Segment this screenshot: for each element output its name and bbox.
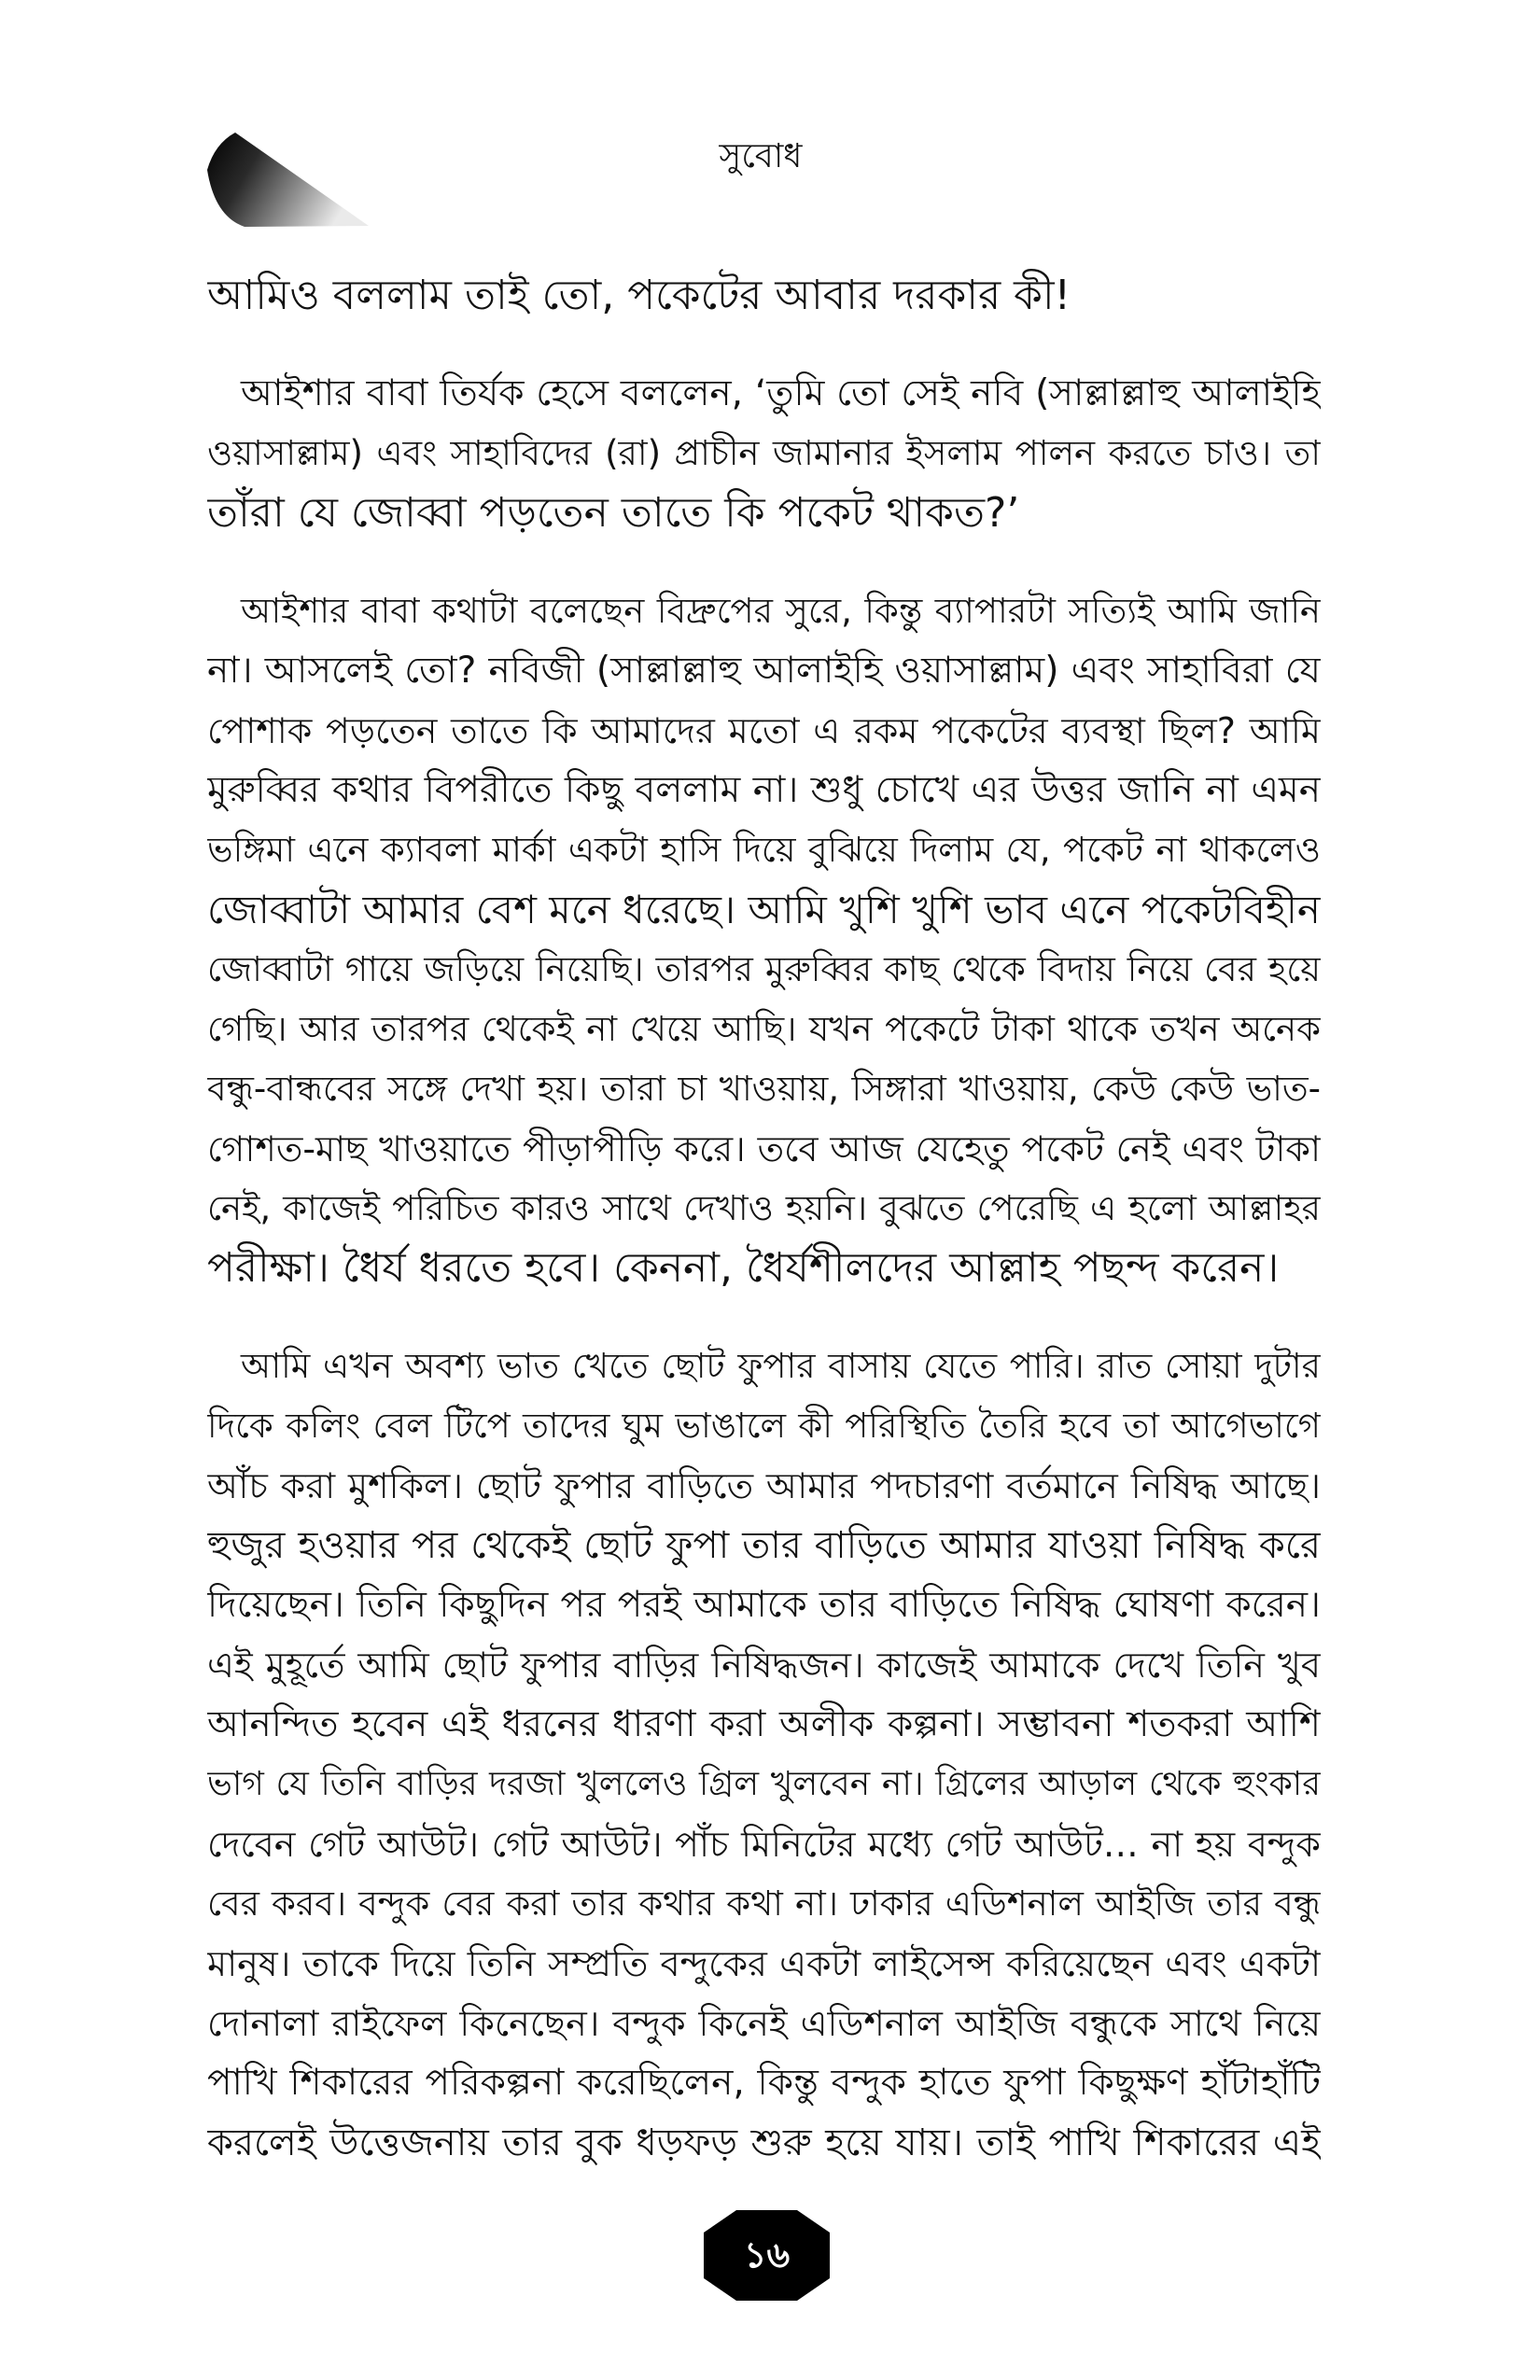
page-number: ১৬ [743,2234,791,2275]
text-line: হুজুর হওয়ার পর থেকেই ছোট ফুপা তার বাড়িতে আমার যাওয়া নিষিদ্ধ করে [207,1524,1321,1567]
corner-ornament [207,133,371,230]
text-line: নেই, কাজেই পরিচিত কারও সাথে দেখাও হয়নি। বুঝতে পেরেছি এ হলো আল্লাহর [207,1188,1321,1228]
body-text [207,266,1321,2173]
text-line: এই মুহূর্তে আমি ছোট ফুপার বাড়ির নিষিদ্ধজন। কাজেই আমাকে দেখে তিনি খুব [207,1645,1321,1686]
text-line: বন্ধু-বান্ধবের সঙ্গে দেখা হয়। তারা চা খাওয়ায়, সিঙ্গারা খাওয়ায়, কেউ কেউ ভাত- [207,1069,1321,1109]
paragraph-3 [207,581,1321,1298]
text-line: দিকে কলিং বেল টিপে তাদের ঘুম ভাঙালে কী পরিস্থিতি তৈরি হবে তা আগেভাগে [207,1406,1321,1446]
text-line: গোশত-মাছ খাওয়াতে পীড়াপীড়ি করে। তবে আজ যেহেতু পকেট নেই এবং টাকা [207,1128,1321,1169]
text-line: না। আসলেই তো? নবিজী (সাল্লাল্লাহু আলাইহি ওয়াসাল্লাম) এবং সাহাবিরা যে [207,650,1321,692]
text-line: আইশার বাবা কথাটা বলেছেন বিদ্রুপের সুরে, কিন্তু ব্যাপারটা সত্যিই আমি জানি [241,591,1321,631]
text-line: বের করব। বন্দুক বের করা তার কথার কথা না। ঢাকার এডিশনাল আইজি তার বন্ধু [207,1883,1321,1924]
text-line: জোব্বাটা আমার বেশ মনে ধরেছে। আমি খুশি খুশি ভাব এনে পকেটবিহীন [207,887,1321,932]
text-line: দিয়েছেন। তিনি কিছুদিন পর পরই আমাকে তার বাড়িতে নিষিদ্ধ ঘোষণা করেন। [207,1584,1321,1626]
paragraph-1 [207,266,1321,326]
text-line: দোনালা রাইফেল কিনেছেন। বন্দুক কিনেই এডিশনাল আইজি বন্ধুকে সাথে নিয়ে [207,2003,1321,2044]
text-line: আমিও বললাম তাই তো, পকেটের আবার দরকার কী! [207,272,1071,319]
text-line: আঁচ করা মুশকিল। ছোট ফুপার বাড়িতে আমার পদচারণা বর্তমানে নিষিদ্ধ আছে। [207,1465,1321,1506]
text-line: পোশাক পড়তেন তাতে কি আমাদের মতো এ রকম পকেটের ব্যবস্থা ছিল? আমি [207,710,1321,751]
text-line: আইশার বাবা তির্যক হেসে বললেন, ‘তুমি তো সেই নবি (সাল্লাল্লাহু আলাইহি [241,372,1321,414]
text-line: ওয়াসাল্লাম) এবং সাহাবিদের (রা) প্রাচীন জামানার ইসলাম পালন করতে চাও। তা [207,433,1321,473]
text-line: করলেই উত্তেজনায় তার বুক ধড়ফড় শুরু হয়ে যায়। তাই পাখি শিকারের এই [207,2121,1321,2164]
text-line: আমি এখন অবশ্য ভাত খেতে ছোট ফুপার বাসায় যেতে পারি। রাত সোয়া দুটার [241,1346,1321,1386]
text-line: ভাগ যে তিনি বাড়ির দরজা খুললেও গ্রিল খুলবেন না। গ্রিলের আড়াল থেকে হুংকার [207,1765,1321,1803]
text-line: পাখি শিকারের পরিকল্পনা করেছিলেন, কিন্তু বন্দুক হাতে ফুপা কিছুক্ষণ হাঁটাহাঁটি [207,2062,1321,2104]
paragraph-4 [207,1337,1321,2173]
text-line: তাঁরা যে জোব্বা পড়তেন তাতে কি পকেট থাকত?’ [207,489,1020,537]
paragraph-2 [207,364,1321,543]
text-line: পরীক্ষা। ধৈর্য ধরতে হবে। কেননা, ধৈর্যশীলদের আল্লাহ পছন্দ করেন। [207,1244,1280,1292]
text-line: মানুষ। তাকে দিয়ে তিনি সম্প্রতি বন্দুকের একটা লাইসেন্স করিয়েছেন এবং একটা [207,1943,1321,1984]
ornament-wedge [207,133,369,227]
page-number-badge [704,2210,830,2301]
text-line: দেবেন গেট আউট। গেট আউট। পাঁচ মিনিটের মধ্যে গেট আউট… না হয় বন্দুক [207,1824,1321,1865]
text-line: গেছি। আর তারপর থেকেই না খেয়ে আছি। যখন পকেটে টাকা থাকে তখন অনেক [207,1009,1321,1049]
text-line: জোব্বাটা গায়ে জড়িয়ে নিয়েছি। তারপর মুরুব্বির কাছ থেকে বিদায় নিয়ে বের হয়ে [207,949,1321,989]
running-title: সুবোধ [719,137,803,175]
text-line: মুরুব্বির কথার বিপরীতে কিছু বললাম না। শুধু চোখে এর উত্তর জানি না এমন [207,769,1321,811]
text-line: ভঙ্গিমা এনে ক্যাবলা মার্কা একটা হাসি দিয়ে বুঝিয়ে দিলাম যে, পকেট না থাকলেও [207,830,1321,870]
text-line: আনন্দিত হবেন এই ধরনের ধারণা করা অলীক কল্পনা। সম্ভাবনা শতকরা আশি [207,1703,1321,1745]
